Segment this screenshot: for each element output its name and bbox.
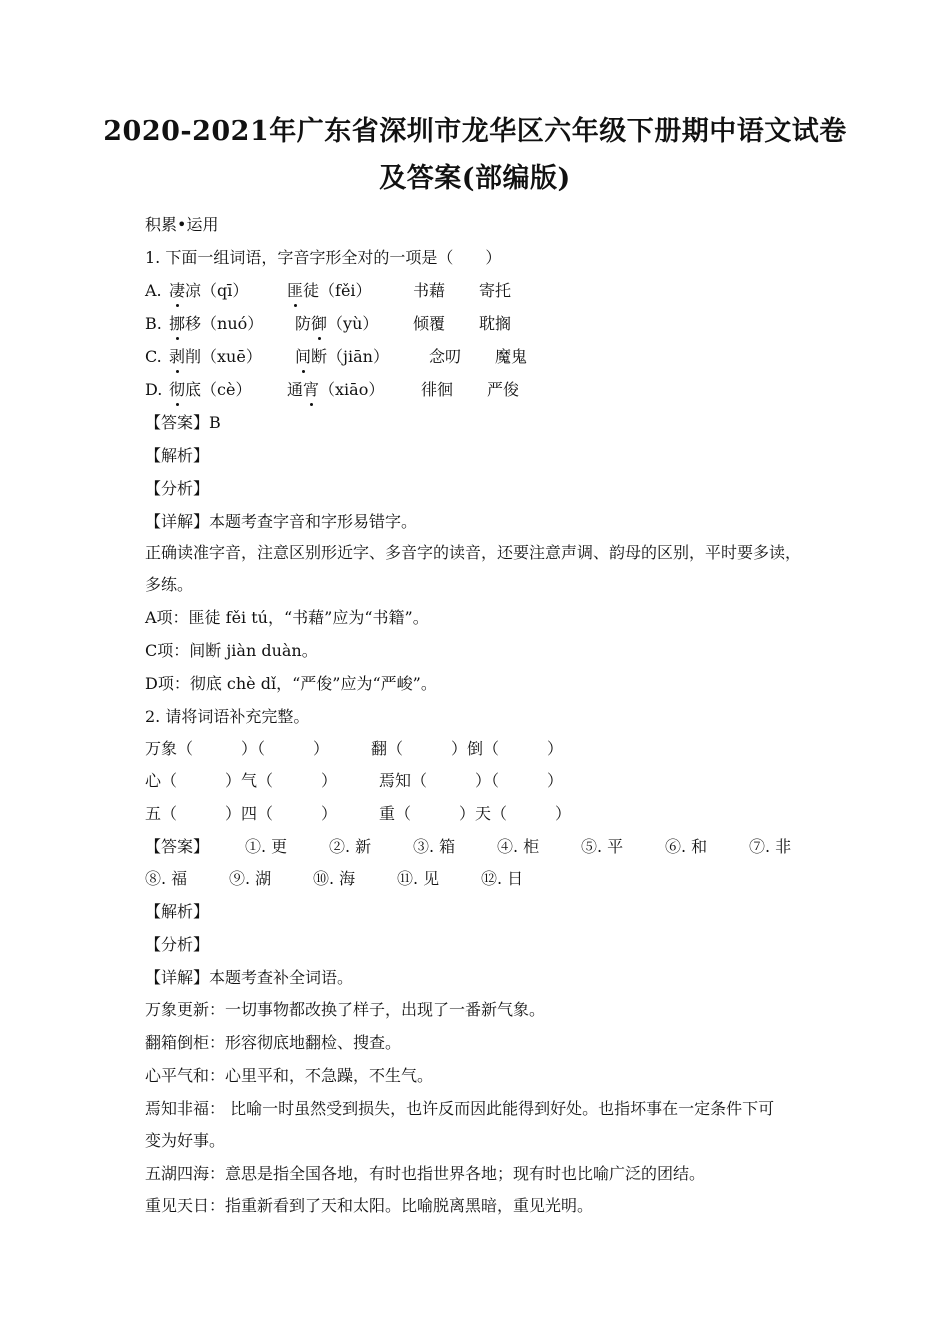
q2-explanation-3: 心平气和：心里平和，不急躁，不生气。	[145, 1066, 434, 1085]
q1-detail-heading: 【详解】本题考查字音和字形易错字。	[145, 512, 418, 531]
q2-answer-label: 【答案】	[145, 837, 210, 856]
option-word-2: 匪徒（fěi）	[287, 281, 372, 300]
option-word-2: 间断（jiān）	[295, 347, 389, 366]
q2-explanation-6: 重见天日：指重新看到了天和太阳。比喻脱离黑暗，重见光明。	[145, 1196, 594, 1215]
q2-explanation-1: 万象更新：一切事物都改换了样子，出现了一番新气象。	[145, 1000, 546, 1019]
q2-answer-item: ④. 柜	[497, 837, 540, 856]
option-word-2: 通宵（xiāo）	[287, 380, 385, 399]
option-label: C.	[145, 347, 162, 366]
q2-answer-item: ⑨. 湖	[229, 869, 272, 888]
option-word-1: 凄凉（qī）	[169, 281, 249, 300]
q2-explanation-4-line-1: 焉知非福： 比喻一时虽然受到损失，也许反而因此能得到好处。也指坏事在一定条件下可	[145, 1099, 775, 1118]
option-label: A.	[145, 281, 162, 300]
option-word-2: 防御（yù）	[295, 314, 379, 333]
q1-stem: 1. 下面一组词语，字音字形全对的一项是（ ）	[145, 248, 502, 267]
q2-answer-item: ②. 新	[329, 837, 372, 856]
option-word-3: 倾覆	[413, 314, 446, 333]
q2-answer-item: ⑥. 和	[665, 837, 708, 856]
q2-blank-item: 五（ ）四（ ）	[145, 804, 338, 823]
option-word-4: 魔鬼	[495, 347, 528, 366]
option-word-1: 剥削（xuē）	[169, 347, 262, 366]
q2-blank-item: 焉知（ ）（ ）	[379, 771, 564, 790]
q2-answer-item: ①. 更	[245, 837, 288, 856]
q2-answer-item: ⑪. 见	[397, 869, 440, 888]
q2-fenxi-heading: 【分析】	[145, 935, 210, 954]
q2-explanation-5: 五湖四海：意思是指全国各地，有时也指世界各地；现有时也比喻广泛的团结。	[145, 1164, 706, 1183]
option-word-3: 念叨	[429, 347, 462, 366]
q2-blank-item: 翻（ ）倒（ ）	[371, 739, 564, 758]
q1-fenxi-heading: 【分析】	[145, 479, 210, 498]
q1-note-c: C项：间断 jiàn duàn。	[145, 641, 318, 660]
q1-analysis-heading: 【解析】	[145, 446, 210, 465]
q1-answer: 【答案】B	[145, 413, 221, 432]
option-label: B.	[145, 314, 162, 333]
q2-answer-item: ⑫. 日	[481, 869, 524, 888]
q2-answer-item: ⑦. 非	[749, 837, 792, 856]
q2-answer-item: ⑤. 平	[581, 837, 624, 856]
q2-detail-heading: 【详解】本题考查补全词语。	[145, 968, 354, 987]
q2-answer-item: ③. 箱	[413, 837, 456, 856]
q2-answer-item: ⑩. 海	[313, 869, 356, 888]
q2-explanation-4-line-2: 变为好事。	[145, 1131, 226, 1150]
q2-stem: 2. 请将词语补充完整。	[145, 707, 310, 726]
q2-blank-item: 万象（ ）（ ）	[145, 739, 330, 758]
q2-analysis-heading: 【解析】	[145, 902, 210, 921]
q1-paragraph-line-1: 正确读准字音，注意区别形近字、多音字的读音，还要注意声调、韵母的区别，平时要多读，	[145, 543, 802, 562]
section-heading: 积累•运用	[145, 215, 219, 234]
q2-explanation-2: 翻箱倒柜：形容彻底地翻检、搜查。	[145, 1033, 402, 1052]
option-word-4: 严俊	[487, 380, 520, 399]
option-word-1: 彻底（cè）	[169, 380, 252, 399]
option-word-3: 书藉	[413, 281, 446, 300]
document-title-line-2: 及答案(部编版)	[379, 163, 571, 194]
q1-note-d: D项：彻底 chè dǐ，“严俊”应为“严峻”。	[145, 674, 437, 693]
q2-blank-item: 心（ ）气（ ）	[145, 771, 338, 790]
document-title-line-1: 2020-2021年广东省深圳市龙华区六年级下册期中语文试卷	[103, 116, 847, 147]
q2-answer-item: ⑧. 福	[145, 869, 188, 888]
option-label: D.	[145, 380, 163, 399]
q1-paragraph-line-2: 多练。	[145, 575, 194, 594]
option-word-1: 挪移（nuó）	[169, 314, 264, 333]
q1-note-a: A项：匪徒 fěi tú，“书藉”应为“书籍”。	[145, 608, 429, 627]
option-word-3: 徘徊	[421, 380, 454, 399]
option-word-4: 耽搁	[479, 314, 512, 333]
option-word-4: 寄托	[479, 281, 512, 300]
q2-blank-item: 重（ ）天（ ）	[379, 804, 572, 823]
